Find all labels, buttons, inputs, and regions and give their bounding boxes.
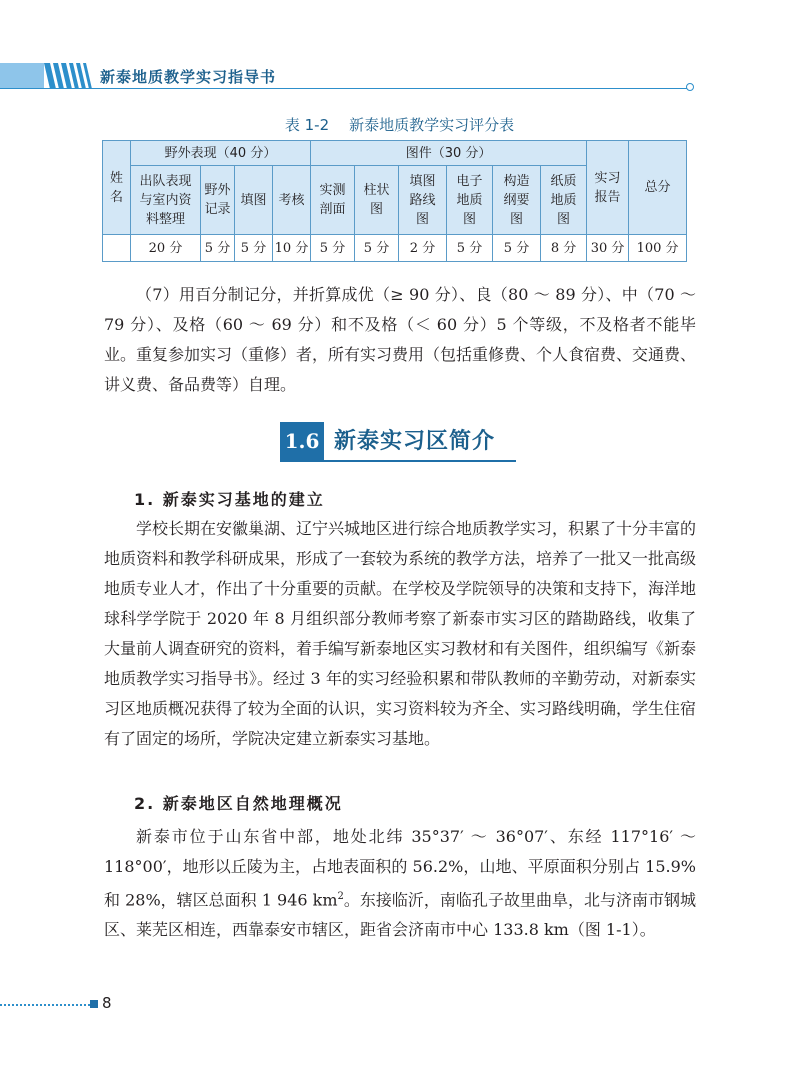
- table-cell: 5 分: [201, 235, 235, 262]
- table-cell: 5 分: [311, 235, 355, 262]
- table-caption-number: 表 1-2: [284, 116, 330, 134]
- table-cell-empty: [103, 235, 131, 262]
- table-header-field-group: 野外表现（40 分）: [131, 141, 311, 166]
- table-header-name: [103, 141, 131, 235]
- table-subheader-cell: [355, 166, 399, 235]
- table-header-row-1: [103, 141, 687, 166]
- table-caption: [0, 114, 799, 135]
- geography-paragraph: [104, 822, 696, 945]
- report-header-text: 实习报告: [594, 170, 621, 205]
- footer-square-marker: [90, 1000, 98, 1008]
- table-header-report: [587, 141, 629, 235]
- running-header: [0, 58, 799, 92]
- section-underline: [280, 460, 516, 462]
- table-cell: 100 分: [629, 235, 687, 262]
- table-subheader-cell: [311, 166, 355, 235]
- section-number: 1.6: [280, 422, 324, 460]
- table-cell: 30 分: [587, 235, 629, 262]
- table-cell: 5 分: [493, 235, 541, 262]
- subheader-text: 填图路线图: [409, 173, 436, 227]
- table-cell: 20 分: [131, 235, 201, 262]
- table-subheader-cell: [447, 166, 493, 235]
- table-score-row: [103, 235, 687, 262]
- table-cell: 8 分: [541, 235, 587, 262]
- table-subheader-cell: [235, 166, 273, 235]
- table-subheader-cell: [201, 166, 235, 235]
- subheader-text: 考核: [278, 192, 305, 208]
- footer-dotted-rule: [0, 1004, 90, 1006]
- subheader-text: 填图: [240, 192, 267, 208]
- page-number: 8: [102, 994, 112, 1012]
- grading-note-paragraph: （7）用百分制记分，并折算成优（≥ 90 分）、良（80 ～ 89 分）、中（70 ～ 79 分）、及格（60 ～ 69 分）和不及格（＜ 60 分）5 个等级，不及格者不能毕业。重复参加实习（重修）者，所有实习费用（包括重修费、个人食宿费、交通费、讲义费、备品费等）自理。: [104, 285, 697, 394]
- header-rule: [0, 88, 688, 89]
- subheader-text: 构造纲要图: [503, 173, 530, 227]
- geography-text-part-1: 新泰市位于山东省中部，地处北纬 35°37′ ～ 36°07′、东经 117°16′ ～ 118°00′，地形以丘陵为主，占地表面积的 56.2%，山地、平原面积分别占 15.9% 和 28%，辖区总面积 1 946 km: [104, 827, 696, 910]
- header-rule-end-dot: [686, 83, 694, 91]
- subheader-text: 纸质地质图: [550, 173, 577, 227]
- table-cell: 2 分: [399, 235, 447, 262]
- name-header-text: 姓名: [109, 170, 123, 205]
- table-cell: 5 分: [235, 235, 273, 262]
- table-subheader-cell: [541, 166, 587, 235]
- book-title: 新泰地质教学实习指导书: [100, 68, 277, 86]
- table-subheader-cell: [399, 166, 447, 235]
- base-establishment-paragraph: 学校长期在安徽巢湖、辽宁兴城地区进行综合地质教学实习，积累了十分丰富的地质资料和教学科研成果，形成了一套较为系统的教学方法，培养了一批又一批高级地质专业人才，作出了十分重要的贡献。在学校及学院领导的决策和支持下，海洋地球科学学院于 2020 年 8 月组织部分教师考察了新泰市实习区的踏勘路线，收集了大量前人调查研究的资料，着手编写新泰地区实习教材和有关图件，组织编写《新泰地质教学实习指导书》。经过 3 年的实习经验积累和带队教师的辛勤劳动，对新泰实习区地质概况获得了较为全面的认识，实习资料较为齐全、实习路线明确，学生住宿有了固定的场所，学院决定建立新泰实习基地。: [104, 519, 697, 748]
- page-footer: [0, 994, 120, 1014]
- subheader-text: 野外记录: [204, 183, 231, 217]
- grading-table: [102, 140, 687, 262]
- table-cell: 5 分: [447, 235, 493, 262]
- table-subheader-cell: [131, 166, 201, 235]
- header-stripes-decoration: [0, 63, 100, 89]
- table-header-drawings-group: 图件（30 分）: [311, 141, 587, 166]
- subheader-text: 电子地质图: [456, 173, 483, 227]
- area-unit-superscript: 2: [337, 891, 344, 902]
- subsection-heading-base: 1. 新泰实习基地的建立: [134, 490, 325, 509]
- table-subheader-cell: [273, 166, 311, 235]
- table-caption-title: 新泰地质教学实习评分表: [349, 116, 515, 134]
- subheader-text: 出队表现与室内资料整理: [139, 173, 192, 227]
- table-subheader-cell: [493, 166, 541, 235]
- subheader-text: 实测剖面: [319, 183, 346, 217]
- table-header-total: 总分: [629, 141, 687, 235]
- subsection-heading-geography: 2. 新泰地区自然地理概况: [134, 794, 343, 813]
- subheader-text: 柱状图: [363, 183, 390, 217]
- table-cell: 5 分: [355, 235, 399, 262]
- table-cell: 10 分: [273, 235, 311, 262]
- geography-text-part-2: 。东接临沂，南临孔子故里曲阜，北与济南市钢城区、莱芜区相连，西靠泰安市辖区，距省会济南市中心 133.8 km（图 1-1）。: [104, 890, 696, 940]
- section-title: 新泰实习区简介: [334, 428, 496, 454]
